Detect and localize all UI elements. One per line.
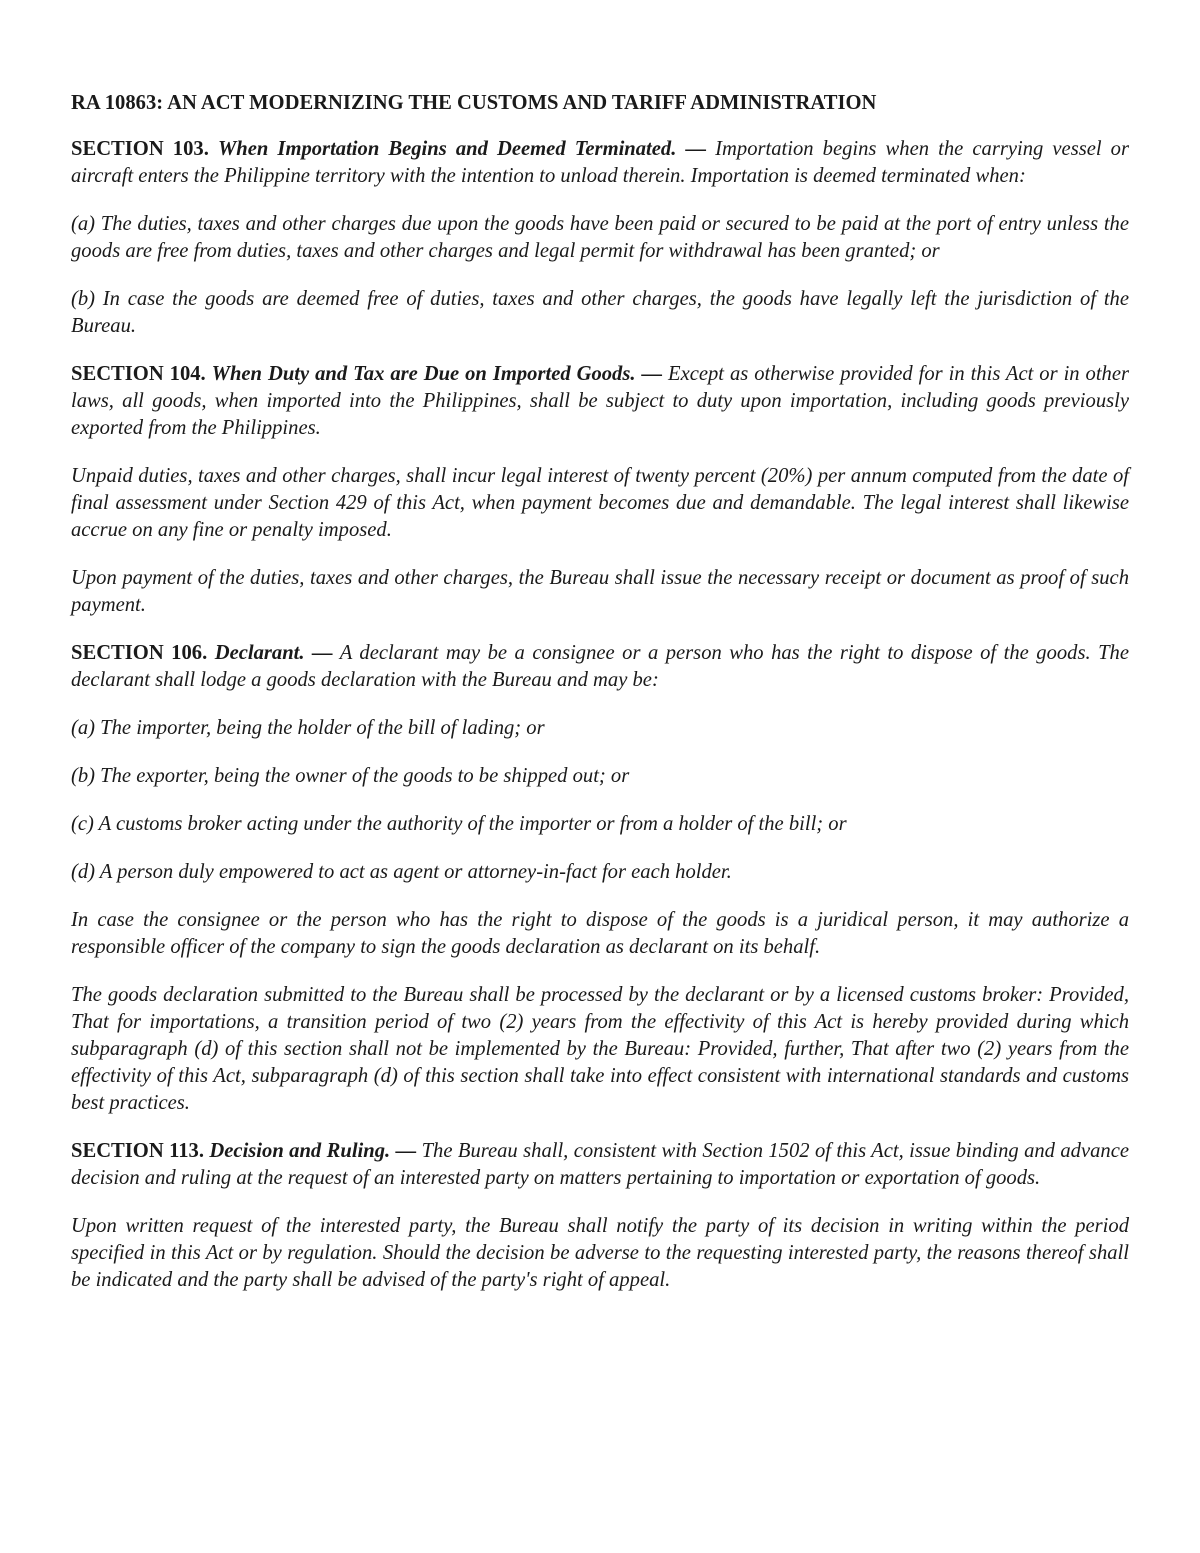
paragraph-text: The Bureau shall, consistent with Section 1502 of this Act, issue binding and advance decision and ruling at the request of an interested party on matters pertaining to importation or exportation of goods. bbox=[71, 1140, 1129, 1189]
section-104-paragraph: Upon payment of the duties, taxes and other charges, the Bureau shall issue the necessary receipt or document as proof of such payment. bbox=[71, 567, 1129, 616]
paragraph-text: Except as otherwise provided for in this Act or in other laws, all goods, when imported into the Philippines, shall be subject to duty upon importation, including goods previously exported from the Philippines. bbox=[71, 363, 1130, 439]
section-103-item-a: (a) The duties, taxes and other charges due upon the goods have been paid or secured to be paid at the port of entry unless the goods are free from duties, taxes and other charges and legal permit for withdrawal has been granted; or bbox=[71, 213, 1129, 262]
section-104-intro bbox=[71, 361, 1129, 442]
section-103-intro bbox=[71, 136, 1129, 190]
section-103-item-b: (b) In case the goods are deemed free of duties, taxes and other charges, the goods have legally left the jurisdiction of the Bureau. bbox=[71, 288, 1129, 337]
section-heading: When Importation Begins and Deemed Terminated. — bbox=[217, 138, 707, 160]
document-title: RA 10863: AN ACT MODERNIZING THE CUSTOMS AND TARIFF ADMINISTRATION bbox=[71, 92, 877, 114]
section-number: SECTION 104. bbox=[71, 363, 206, 385]
section-104-paragraph: Unpaid duties, taxes and other charges, shall incur legal interest of twenty percent (20%) per annum computed from the date of final assessment under Section 429 of this Act, when payment becomes due and demandable. The legal interest shall likewise accrue on any fine or penalty imposed. bbox=[71, 465, 1129, 541]
section-heading: When Duty and Tax are Due on Imported Goods. — bbox=[211, 363, 663, 385]
section-106-item-a: (a) The importer, being the holder of the bill of lading; or bbox=[71, 717, 545, 739]
section-106-item-d: (d) A person duly empowered to act as agent or attorney-in-fact for each holder. bbox=[71, 861, 732, 883]
section-106-item-c: (c) A customs broker acting under the authority of the importer or from a holder of the bill; or bbox=[71, 813, 847, 835]
section-heading: Decision and Ruling. — bbox=[209, 1140, 417, 1162]
section-113-paragraph: Upon written request of the interested party, the Bureau shall notify the party of its decision in writing within the period specified in this Act or by regulation. Should the decision be adverse to the requesting interested party, the reasons thereof shall be indicated and the party shall be advised of the party's right of appeal. bbox=[71, 1215, 1129, 1291]
section-106-paragraph: The goods declaration submitted to the Bureau shall be processed by the declarant or by a licensed customs broker: Provided, That for importations, a transition period of two (2) years from the effectivity of this Act is hereby provided during which subparagraph (d) of this section shall not be implemented by the Bureau: Provided, further, That after two (2) years from the effectivity of this Act, subparagraph (d) of this section shall take into effect consistent with international standards and customs best practices. bbox=[71, 984, 1129, 1114]
paragraph-text: A declarant may be a consignee or a person who has the right to dispose of the goods. The declarant shall lodge a goods declaration with the Bureau and may be: bbox=[71, 642, 1129, 691]
document-page bbox=[71, 90, 1129, 1315]
section-number: SECTION 106. bbox=[71, 642, 208, 664]
section-number: SECTION 113. bbox=[71, 1140, 205, 1162]
section-106-intro bbox=[71, 640, 1129, 694]
section-number: SECTION 103. bbox=[71, 138, 209, 160]
section-106-paragraph: In case the consignee or the person who has the right to dispose of the goods is a juridical person, it may authorize a responsible officer of the company to sign the goods declaration as declarant on its behalf. bbox=[71, 909, 1129, 958]
section-106-item-b: (b) The exporter, being the owner of the goods to be shipped out; or bbox=[71, 765, 630, 787]
paragraph-text: Importation begins when the carrying vessel or aircraft enters the Philippine territory with the intention to unload therein. Importation is deemed terminated when: bbox=[71, 138, 1129, 187]
section-heading: Declarant. — bbox=[214, 642, 333, 664]
section-113-intro bbox=[71, 1138, 1129, 1192]
